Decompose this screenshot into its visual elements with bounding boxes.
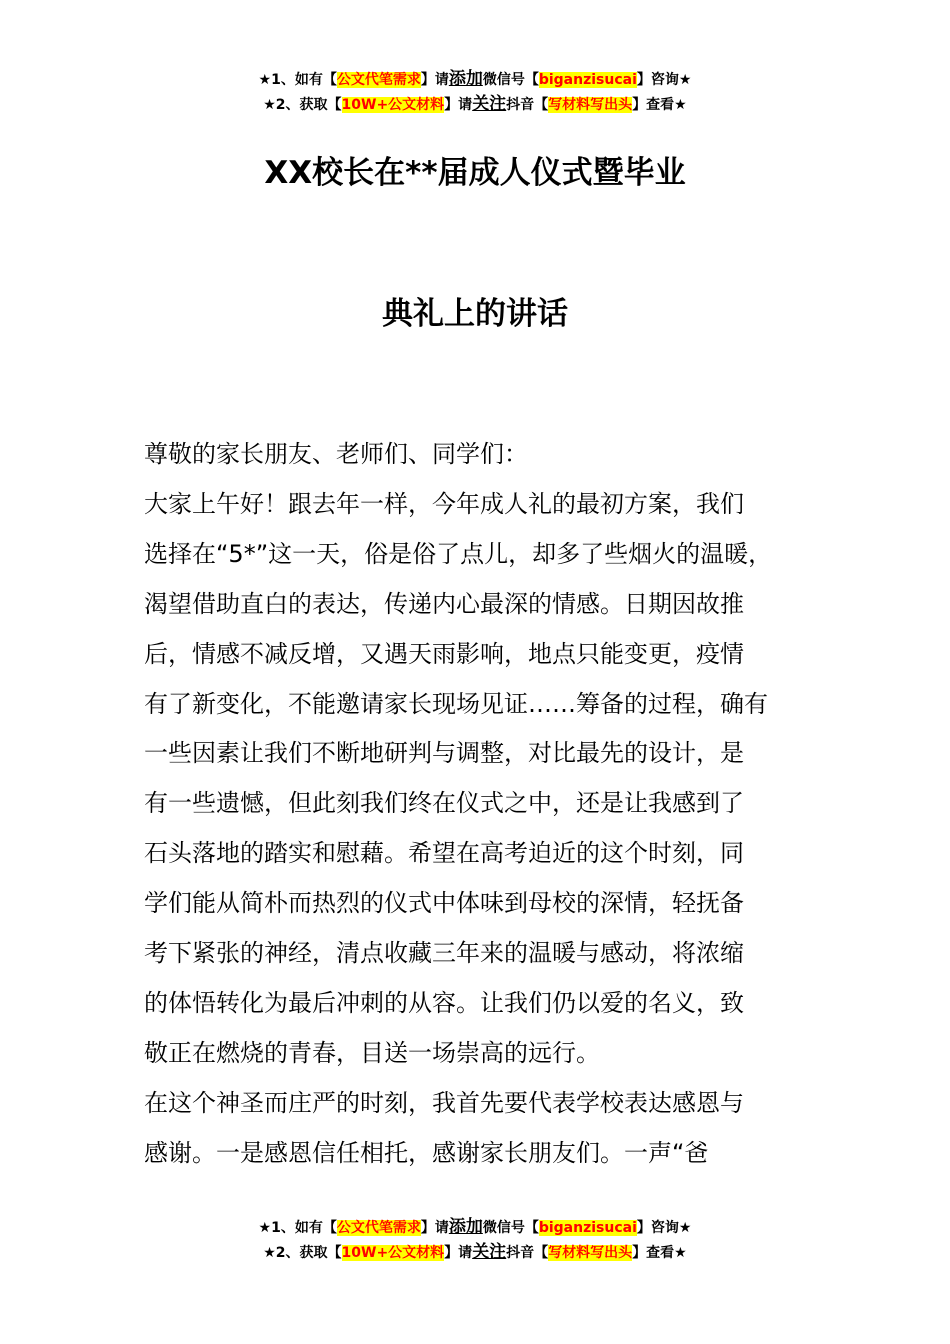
highlight-douyin: 写材料写出头 — [548, 97, 633, 113]
body-line: 选择在“5*”这一天，俗是俗了点儿，却多了些烟火的温暖， — [144, 539, 773, 568]
body-line: 大家上午好！跟去年一样，今年成人礼的最初方案，我们 — [144, 489, 744, 518]
document-title-line-1: XX校长在**届成人仪式暨毕业 — [264, 155, 686, 191]
highlight-service: 公文代笔需求 — [336, 72, 421, 88]
highlight-materials: 10W+公文材料 — [341, 97, 445, 113]
body-line: 有一些遗憾，但此刻我们终在仪式之中，还是让我感到了 — [144, 789, 744, 818]
body-line: 在这个神圣而庄严的时刻，我首先要代表学校表达感恩与 — [144, 1088, 744, 1117]
highlight-wechat-id: biganzisucai — [538, 1220, 637, 1236]
body-line: 后，情感不减反增，又遇天雨影响，地点只能变更，疫情 — [144, 639, 744, 668]
body-line: 的体悟转化为最后冲刺的从容。让我们仍以爱的名义，致 — [144, 988, 744, 1017]
document-title-line-2: 典礼上的讲话 — [382, 296, 568, 332]
body-line: 敬正在燃烧的青春，目送一场崇高的远行。 — [144, 1038, 600, 1067]
highlight-wechat-id: biganzisucai — [538, 72, 637, 88]
header-banner — [0, 67, 950, 117]
banner-line-2: ★2、获取【10W+公文材料】请关注抖音【写材料写出头】查看★ — [263, 1242, 687, 1262]
body-line: 考下紧张的神经，清点收藏三年来的温暖与感动，将浓缩 — [144, 939, 744, 968]
salutation: 尊敬的家长朋友、老师们、同学们： — [144, 440, 528, 468]
emphasis-follow: 关注 — [472, 1242, 507, 1262]
banner-line-1: ★1、如有【公文代笔需求】请添加微信号【biganzisucai】咨询★ — [258, 69, 692, 89]
banner-line-2: ★2、获取【10W+公文材料】请关注抖音【写材料写出头】查看★ — [263, 94, 687, 114]
footer-banner — [0, 1215, 950, 1265]
emphasis-add: 添加 — [448, 1217, 483, 1237]
highlight-douyin: 写材料写出头 — [548, 1245, 633, 1261]
emphasis-follow: 关注 — [472, 94, 507, 114]
document-body — [144, 430, 834, 1179]
body-line: 感谢。一是感恩信任相托，感谢家长朋友们。一声“爸 — [144, 1138, 709, 1167]
body-line: 一些因素让我们不断地研判与调整，对比最先的设计，是 — [144, 739, 744, 768]
body-line: 石头落地的踏实和慰藉。希望在高考迫近的这个时刻，同 — [144, 839, 744, 868]
body-line: 渴望借助直白的表达，传递内心最深的情感。日期因故推 — [144, 589, 744, 618]
highlight-materials: 10W+公文材料 — [341, 1245, 445, 1261]
body-line: 有了新变化，不能邀请家长现场见证……筹备的过程，确有 — [144, 689, 768, 718]
highlight-service: 公文代笔需求 — [336, 1220, 421, 1236]
emphasis-add: 添加 — [448, 69, 483, 89]
banner-line-1: ★1、如有【公文代笔需求】请添加微信号【biganzisucai】咨询★ — [258, 1217, 692, 1237]
body-line: 学们能从简朴而热烈的仪式中体味到母校的深情，轻抚备 — [144, 889, 744, 918]
